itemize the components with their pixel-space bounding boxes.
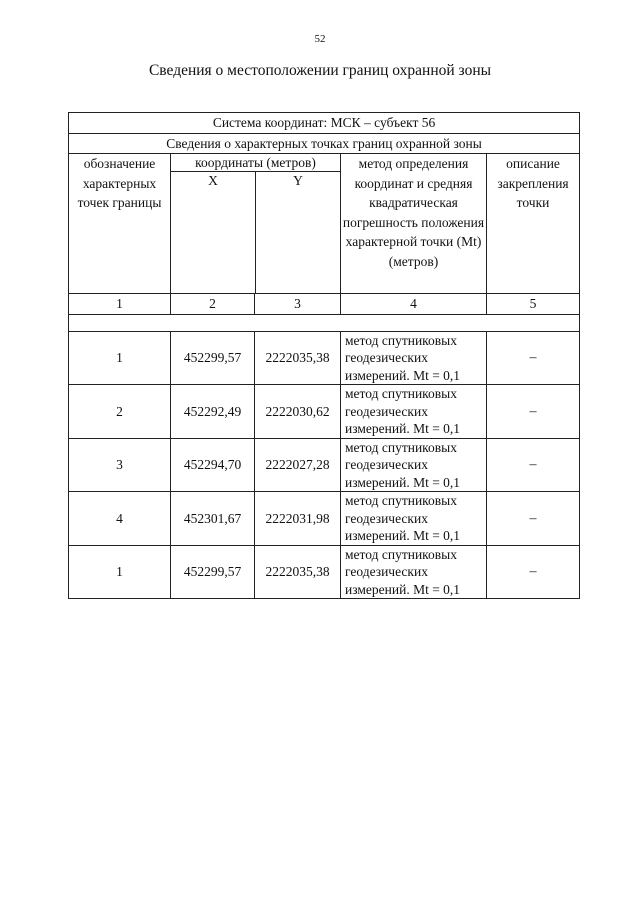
column-number: 1: [69, 294, 171, 315]
table-spacer-row: [69, 314, 580, 331]
point-cell: 2: [69, 385, 171, 439]
method-cell: метод спутниковых геодезических измерений. Mt = 0,1: [341, 545, 487, 599]
header-x: X: [171, 172, 256, 293]
point-cell: 4: [69, 492, 171, 546]
column-number: 2: [171, 294, 255, 315]
method-cell: метод спутниковых геодезических измерений. Mt = 0,1: [341, 385, 487, 439]
header-coordinates: координаты (метров): [171, 154, 340, 172]
y-cell: 2222031,98: [255, 492, 341, 546]
column-number: 4: [341, 294, 487, 315]
y-cell: 2222030,62: [255, 385, 341, 439]
boundary-points-table: [68, 112, 580, 599]
page-number: 52: [314, 33, 326, 45]
description-cell: –: [487, 438, 580, 492]
table-row: [69, 385, 580, 439]
x-cell: 452294,70: [171, 438, 255, 492]
point-cell: 3: [69, 438, 171, 492]
page-heading: Сведения о местоположении границ охранной зоны: [148, 62, 492, 79]
description-cell: –: [487, 545, 580, 599]
header-method: метод определения координат и средняя квадратическая погрешность положения характерной точки (Mt) (метров): [341, 154, 487, 294]
method-cell: метод спутниковых геодезических измерений. Mt = 0,1: [341, 438, 487, 492]
x-cell: 452299,57: [171, 331, 255, 385]
method-cell: метод спутниковых геодезических измерений. Mt = 0,1: [341, 331, 487, 385]
header-designation: обозначение характерных точек границы: [69, 154, 171, 294]
table-row: [69, 438, 580, 492]
y-cell: 2222035,38: [255, 545, 341, 599]
table-row: [69, 331, 580, 385]
table-row: [69, 545, 580, 599]
header-y: Y: [293, 173, 303, 188]
point-cell: 1: [69, 545, 171, 599]
table-row: [69, 492, 580, 546]
x-cell: 452301,67: [171, 492, 255, 546]
y-cell: 2222035,38: [255, 331, 341, 385]
y-cell: 2222027,28: [255, 438, 341, 492]
x-cell: 452299,57: [171, 545, 255, 599]
column-number: 3: [255, 294, 341, 315]
header-description: описание закрепления точки: [487, 154, 580, 294]
point-cell: 1: [69, 331, 171, 385]
description-cell: –: [487, 331, 580, 385]
table-subtitle: Сведения о характерных точках границ охранной зоны: [69, 133, 580, 154]
coordinate-system-caption: Система координат: МСК – субъект 56: [69, 113, 580, 134]
column-number: 5: [487, 294, 580, 315]
description-cell: –: [487, 385, 580, 439]
method-cell: метод спутниковых геодезических измерений. Mt = 0,1: [341, 492, 487, 546]
description-cell: –: [487, 492, 580, 546]
x-cell: 452292,49: [171, 385, 255, 439]
header-coordinates-group: [171, 154, 341, 294]
